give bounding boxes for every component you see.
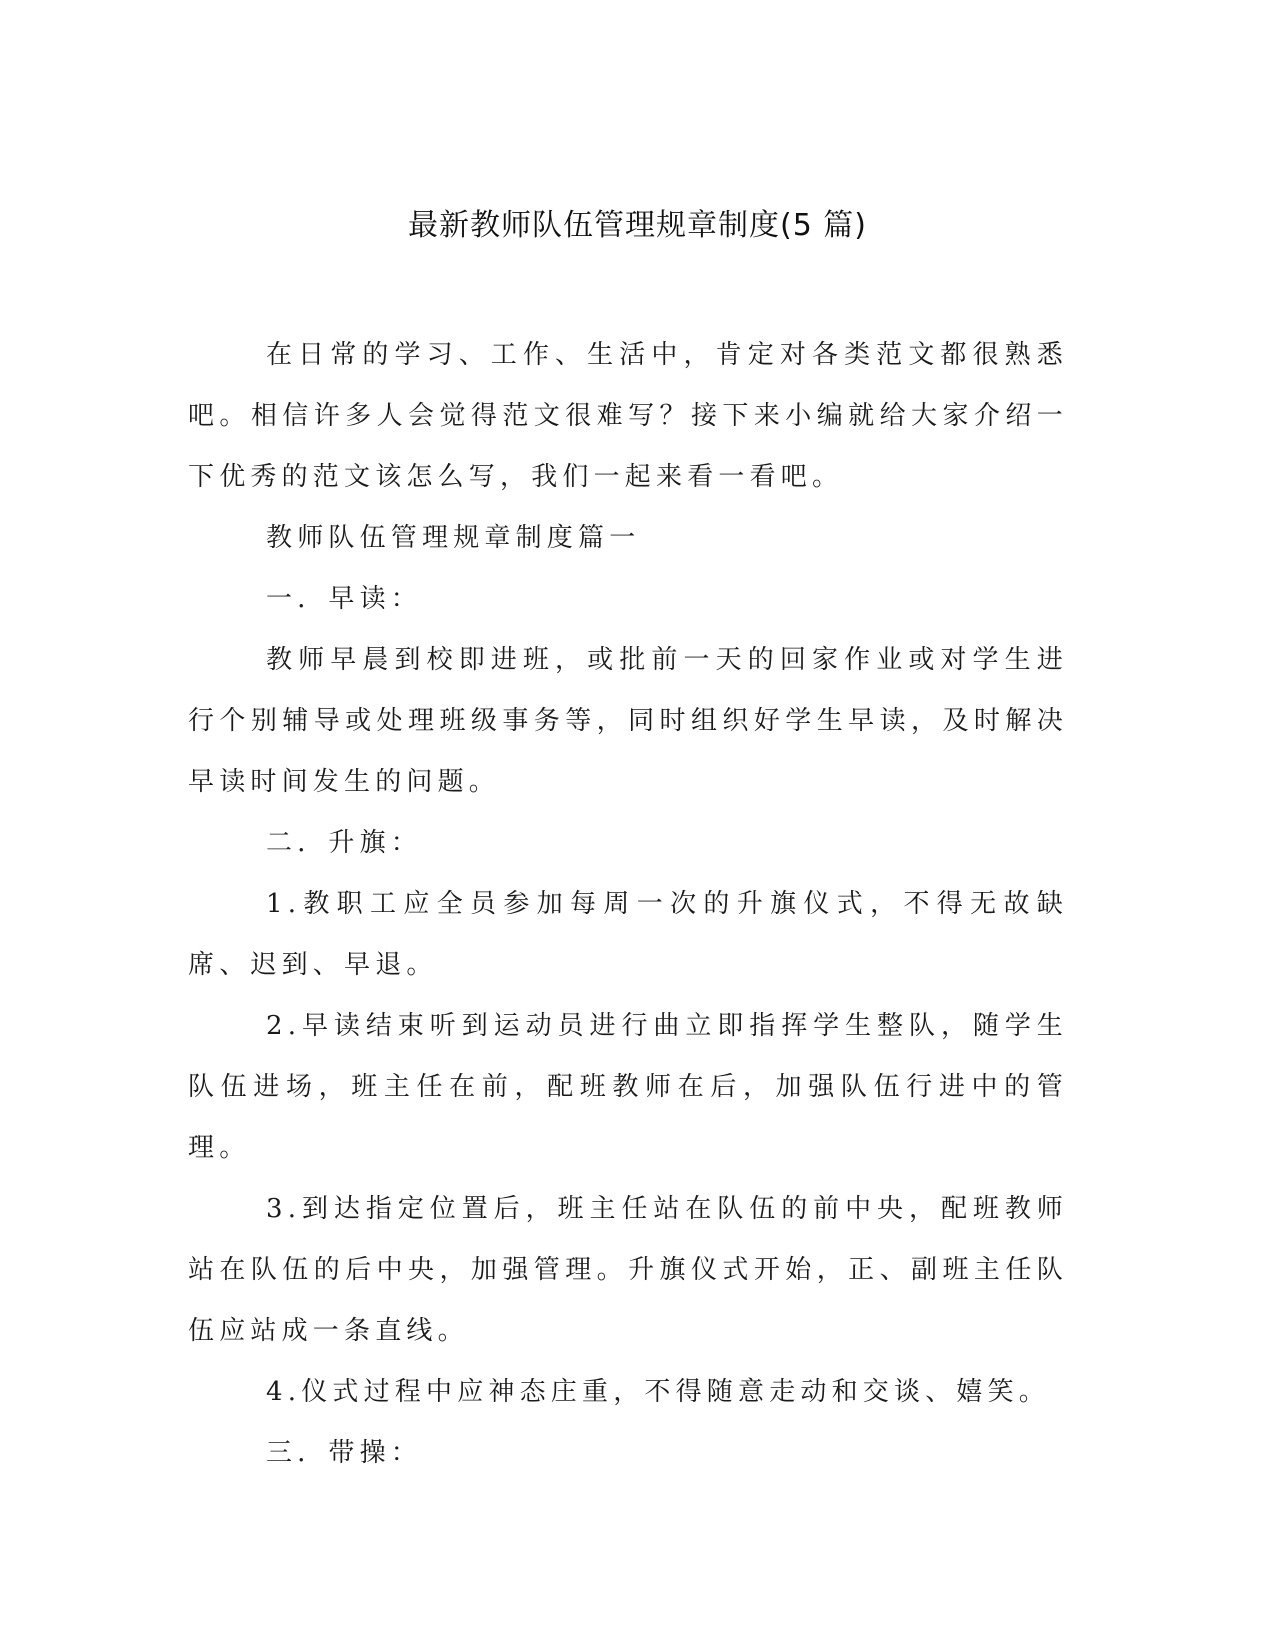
paragraph-morning-reading: 教师早晨到校即进班，或批前一天的回家作业或对学生进行个别辅导或处理班级事务等，同时组织好学生早读，及时解决早读时间发生的问题。 [188,645,1068,797]
paragraph-flag-item-4: 4.仪式过程中应神态庄重，不得随意走动和交谈、嬉笑。 [266,1377,1051,1407]
subheading-flag-raising: 二．升旗： [266,828,423,858]
paragraph-flag-item-2: 2.早读结束听到运动员进行曲立即指挥学生整队，随学生队伍进场，班主任在前，配班教师在后，加强队伍行进中的管理。 [188,1011,1068,1163]
paragraph-flag-item-1: 1.教职工应全员参加每周一次的升旗仪式，不得无故缺席、迟到、早退。 [188,889,1068,980]
paragraph-intro: 在日常的学习、工作、生活中，肯定对各类范文都很熟悉吧。相信许多人会觉得范文很难写？接下来小编就给大家介绍一下优秀的范文该怎么写，我们一起来看一看吧。 [188,340,1068,492]
page-title: 最新教师队伍管理规章制度(5 篇) [407,208,868,243]
paragraph-flag-item-3: 3.到达指定位置后，班主任站在队伍的前中央，配班教师站在队伍的后中央，加强管理。升旗仪式开始，正、副班主任队伍应站成一条直线。 [188,1194,1068,1346]
section-heading: 教师队伍管理规章制度篇一 [266,523,641,553]
subheading-morning-reading: 一．早读： [266,584,423,614]
document-body [188,325,1068,1484]
subheading-exercise: 三．带操： [266,1438,423,1468]
